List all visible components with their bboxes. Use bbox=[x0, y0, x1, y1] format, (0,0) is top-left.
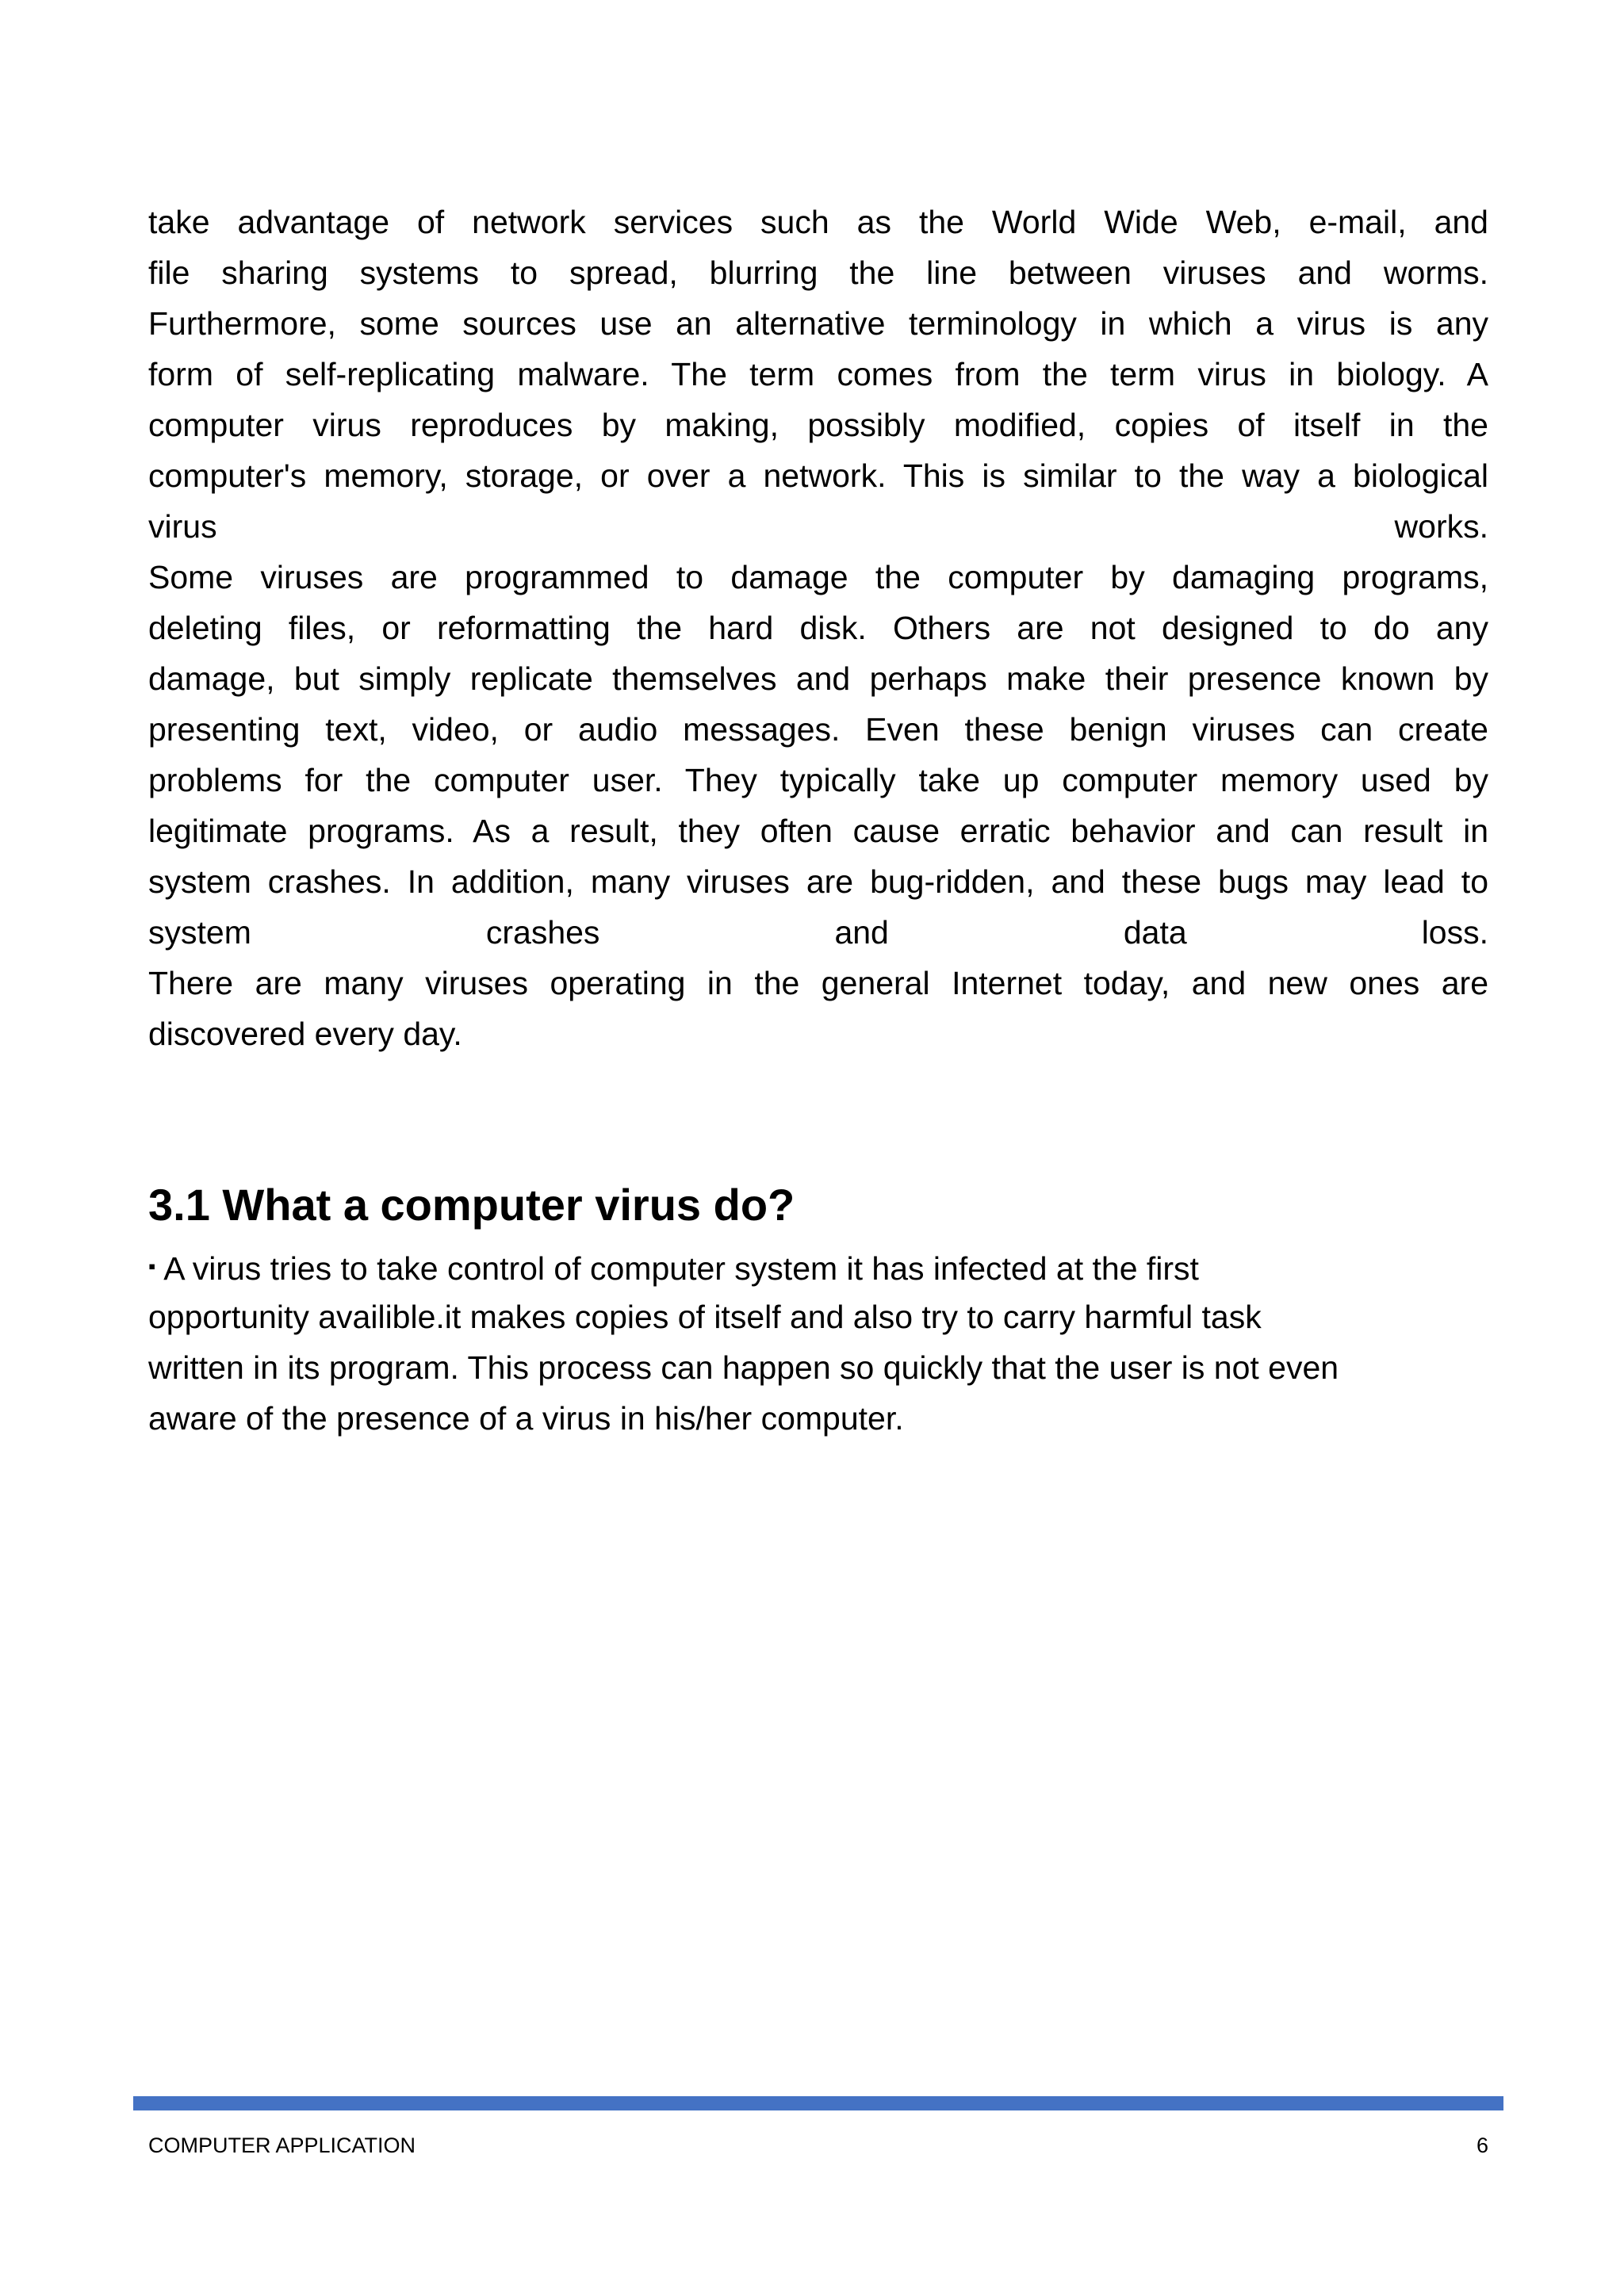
body-line: computer's memory, storage, or over a network. This is similar to the way a biological bbox=[148, 457, 1488, 494]
body-line: damage, but simply replicate themselves and perhaps make their presence known by bbox=[148, 660, 1488, 697]
body-line: form of self-replicating malware. The term comes from the term virus in biology. A bbox=[148, 356, 1488, 392]
body-line: file sharing systems to spread, blurring the line between viruses and worms. bbox=[148, 254, 1488, 291]
footer-rule bbox=[133, 2096, 1503, 2110]
body-line: legitimate programs. As a result, they often cause erratic behavior and can result in bbox=[148, 813, 1488, 849]
footer-title: COMPUTER APPLICATION bbox=[148, 2133, 416, 2157]
section-heading: 3.1 What a computer virus do? bbox=[148, 1180, 795, 1230]
body-line: Furthermore, some sources use an alternative terminology in which a virus is any bbox=[148, 305, 1488, 342]
page-number: 6 bbox=[1476, 2133, 1488, 2157]
body-line: problems for the computer user. They typically take up computer memory used by bbox=[148, 762, 1488, 798]
body-line: computer virus reproduces by making, possibly modified, copies of itself in the bbox=[148, 407, 1488, 443]
body-text bbox=[148, 197, 1488, 1059]
bullet-line-text: A virus tries to take control of computer system it has infected at the first bbox=[163, 1250, 1199, 1287]
body-line: presenting text, video, or audio messages. Even these benign viruses can create bbox=[148, 711, 1488, 748]
body-line: take advantage of network services such as the World Wide Web, e-mail, and bbox=[148, 204, 1488, 240]
bullet-line: opportunity availible.it makes copies of itself and also try to carry harmful task bbox=[148, 1299, 1262, 1335]
bullet-line bbox=[148, 1241, 1512, 1292]
square-bullet-icon: ▪ bbox=[148, 1254, 156, 1278]
bullet-line: aware of the presence of a virus in his/her computer. bbox=[148, 1400, 904, 1437]
bullet-paragraph bbox=[148, 1241, 1512, 1444]
body-line: deleting files, or reformatting the hard disk. Others are not designed to do any bbox=[148, 610, 1488, 646]
body-line: There are many viruses operating in the general Internet today, and new ones are bbox=[148, 965, 1488, 1001]
body-line: virus works. bbox=[148, 508, 1488, 545]
body-line: system crashes. In addition, many viruses are bug-ridden, and these bugs may lead to bbox=[148, 863, 1488, 900]
body-line: system crashes and data loss. bbox=[148, 914, 1488, 951]
bullet-line: written in its program. This process can happen so quickly that the user is not even bbox=[148, 1349, 1339, 1386]
body-line: discovered every day. bbox=[148, 1016, 462, 1052]
body-line: Some viruses are programmed to damage the computer by damaging programs, bbox=[148, 559, 1488, 595]
